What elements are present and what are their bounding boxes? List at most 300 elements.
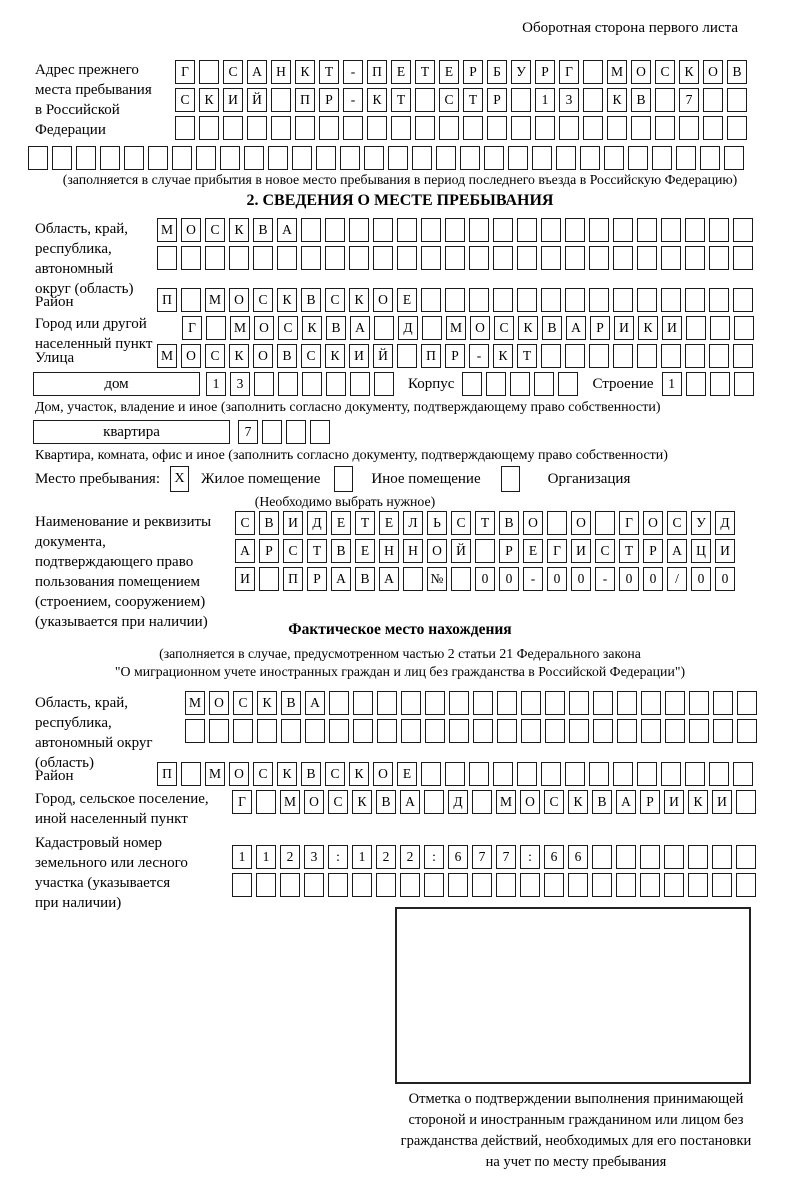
- char-cell[interactable]: [487, 116, 507, 140]
- char-cell[interactable]: В: [542, 316, 562, 340]
- char-cell[interactable]: [689, 719, 709, 743]
- char-cell[interactable]: 7: [496, 845, 516, 869]
- char-cell[interactable]: И: [712, 790, 732, 814]
- char-cell[interactable]: -: [343, 60, 363, 84]
- char-cell[interactable]: [534, 372, 554, 396]
- char-cell[interactable]: [52, 146, 72, 170]
- char-cell[interactable]: [493, 288, 513, 312]
- char-cell[interactable]: 3: [230, 372, 250, 396]
- char-cell[interactable]: В: [259, 511, 279, 535]
- char-cell[interactable]: [661, 246, 681, 270]
- char-cell[interactable]: В: [592, 790, 612, 814]
- char-cell[interactable]: [244, 146, 264, 170]
- char-cell[interactable]: [733, 762, 753, 786]
- char-cell[interactable]: [469, 218, 489, 242]
- char-cell[interactable]: [397, 218, 417, 242]
- char-cell[interactable]: [520, 873, 540, 897]
- char-cell[interactable]: К: [607, 88, 627, 112]
- char-cell[interactable]: [401, 719, 421, 743]
- char-cell[interactable]: [712, 873, 732, 897]
- char-cell[interactable]: [301, 246, 321, 270]
- char-cell[interactable]: М: [205, 762, 225, 786]
- char-cell[interactable]: [374, 372, 394, 396]
- char-cell[interactable]: [497, 719, 517, 743]
- char-cell[interactable]: -: [343, 88, 363, 112]
- char-cell[interactable]: [473, 691, 493, 715]
- char-cell[interactable]: 7: [472, 845, 492, 869]
- char-cell[interactable]: В: [631, 88, 651, 112]
- char-cell[interactable]: [316, 146, 336, 170]
- char-cell[interactable]: [569, 691, 589, 715]
- char-cell[interactable]: 0: [715, 567, 735, 591]
- char-cell[interactable]: [688, 845, 708, 869]
- char-cell[interactable]: [628, 146, 648, 170]
- char-cell[interactable]: [558, 372, 578, 396]
- char-cell[interactable]: [613, 246, 633, 270]
- char-cell[interactable]: [469, 246, 489, 270]
- char-cell[interactable]: [589, 288, 609, 312]
- char-cell[interactable]: [589, 762, 609, 786]
- char-cell[interactable]: [593, 691, 613, 715]
- char-cell[interactable]: О: [229, 288, 249, 312]
- char-cell[interactable]: [256, 790, 276, 814]
- char-cell[interactable]: [592, 845, 612, 869]
- char-cell[interactable]: В: [727, 60, 747, 84]
- checkbox-other-premises[interactable]: [334, 466, 353, 492]
- char-cell[interactable]: [565, 288, 585, 312]
- char-cell[interactable]: Д: [398, 316, 418, 340]
- char-cell[interactable]: К: [295, 60, 315, 84]
- char-cell[interactable]: [185, 719, 205, 743]
- char-cell[interactable]: Д: [448, 790, 468, 814]
- char-cell[interactable]: К: [199, 88, 219, 112]
- char-cell[interactable]: М: [496, 790, 516, 814]
- char-cell[interactable]: [565, 218, 585, 242]
- char-cell[interactable]: [271, 116, 291, 140]
- char-cell[interactable]: Е: [523, 539, 543, 563]
- char-cell[interactable]: [28, 146, 48, 170]
- char-cell[interactable]: Т: [415, 60, 435, 84]
- char-cell[interactable]: Р: [487, 88, 507, 112]
- char-cell[interactable]: [589, 218, 609, 242]
- char-cell[interactable]: Е: [397, 762, 417, 786]
- char-cell[interactable]: [486, 372, 506, 396]
- char-cell[interactable]: А: [667, 539, 687, 563]
- char-cell[interactable]: П: [157, 288, 177, 312]
- char-cell[interactable]: [259, 567, 279, 591]
- char-cell[interactable]: [617, 691, 637, 715]
- char-cell[interactable]: [439, 116, 459, 140]
- char-cell[interactable]: [421, 246, 441, 270]
- char-cell[interactable]: [727, 88, 747, 112]
- char-cell[interactable]: [472, 873, 492, 897]
- char-cell[interactable]: [580, 146, 600, 170]
- char-cell[interactable]: [703, 88, 723, 112]
- char-cell[interactable]: М: [157, 344, 177, 368]
- char-cell[interactable]: К: [277, 762, 297, 786]
- char-cell[interactable]: [589, 246, 609, 270]
- char-cell[interactable]: [421, 762, 441, 786]
- char-cell[interactable]: О: [253, 344, 273, 368]
- char-cell[interactable]: [592, 873, 612, 897]
- char-cell[interactable]: М: [157, 218, 177, 242]
- char-cell[interactable]: [424, 790, 444, 814]
- char-cell[interactable]: С: [223, 60, 243, 84]
- char-cell[interactable]: [373, 218, 393, 242]
- char-cell[interactable]: [688, 873, 708, 897]
- char-cell[interactable]: -: [595, 567, 615, 591]
- char-cell[interactable]: П: [157, 762, 177, 786]
- char-cell[interactable]: [448, 873, 468, 897]
- char-cell[interactable]: С: [667, 511, 687, 535]
- char-cell[interactable]: [425, 691, 445, 715]
- char-cell[interactable]: 0: [643, 567, 663, 591]
- char-cell[interactable]: [172, 146, 192, 170]
- char-cell[interactable]: [733, 344, 753, 368]
- char-cell[interactable]: В: [326, 316, 346, 340]
- char-cell[interactable]: [257, 719, 277, 743]
- char-cell[interactable]: Т: [463, 88, 483, 112]
- char-cell[interactable]: Р: [590, 316, 610, 340]
- char-cell[interactable]: О: [643, 511, 663, 535]
- char-cell[interactable]: [617, 719, 637, 743]
- char-cell[interactable]: [391, 116, 411, 140]
- char-cell[interactable]: 6: [544, 845, 564, 869]
- char-cell[interactable]: О: [631, 60, 651, 84]
- char-cell[interactable]: [268, 146, 288, 170]
- char-cell[interactable]: [613, 218, 633, 242]
- char-cell[interactable]: К: [277, 288, 297, 312]
- char-cell[interactable]: О: [181, 344, 201, 368]
- char-cell[interactable]: Р: [463, 60, 483, 84]
- char-cell[interactable]: [319, 116, 339, 140]
- char-cell[interactable]: [247, 116, 267, 140]
- char-cell[interactable]: К: [302, 316, 322, 340]
- char-cell[interactable]: [220, 146, 240, 170]
- char-cell[interactable]: [733, 218, 753, 242]
- char-cell[interactable]: С: [278, 316, 298, 340]
- char-cell[interactable]: Г: [559, 60, 579, 84]
- char-cell[interactable]: Л: [403, 511, 423, 535]
- char-cell[interactable]: 7: [679, 88, 699, 112]
- char-cell[interactable]: С: [544, 790, 564, 814]
- char-cell[interactable]: [353, 719, 373, 743]
- char-cell[interactable]: [421, 218, 441, 242]
- char-cell[interactable]: [613, 762, 633, 786]
- char-cell[interactable]: С: [235, 511, 255, 535]
- char-cell[interactable]: [403, 567, 423, 591]
- char-cell[interactable]: [301, 218, 321, 242]
- char-cell[interactable]: [100, 146, 120, 170]
- char-cell[interactable]: Е: [331, 511, 351, 535]
- char-cell[interactable]: О: [427, 539, 447, 563]
- char-cell[interactable]: [232, 873, 252, 897]
- char-cell[interactable]: А: [350, 316, 370, 340]
- char-cell[interactable]: Р: [499, 539, 519, 563]
- char-cell[interactable]: В: [277, 344, 297, 368]
- char-cell[interactable]: Й: [373, 344, 393, 368]
- char-cell[interactable]: К: [229, 218, 249, 242]
- char-cell[interactable]: 2: [376, 845, 396, 869]
- char-cell[interactable]: [377, 691, 397, 715]
- char-cell[interactable]: [463, 116, 483, 140]
- char-cell[interactable]: Е: [397, 288, 417, 312]
- char-cell[interactable]: О: [571, 511, 591, 535]
- char-cell[interactable]: [727, 116, 747, 140]
- char-cell[interactable]: [469, 288, 489, 312]
- char-cell[interactable]: [583, 88, 603, 112]
- char-cell[interactable]: С: [655, 60, 675, 84]
- char-cell[interactable]: О: [373, 288, 393, 312]
- char-cell[interactable]: [233, 719, 253, 743]
- char-cell[interactable]: [517, 762, 537, 786]
- char-cell[interactable]: [655, 88, 675, 112]
- char-cell[interactable]: [736, 845, 756, 869]
- char-cell[interactable]: [709, 218, 729, 242]
- char-cell[interactable]: Т: [517, 344, 537, 368]
- char-cell[interactable]: [205, 246, 225, 270]
- char-cell[interactable]: К: [229, 344, 249, 368]
- char-cell[interactable]: П: [421, 344, 441, 368]
- char-cell[interactable]: [559, 116, 579, 140]
- char-cell[interactable]: [229, 246, 249, 270]
- char-cell[interactable]: [397, 246, 417, 270]
- char-cell[interactable]: /: [667, 567, 687, 591]
- char-cell[interactable]: [497, 691, 517, 715]
- char-cell[interactable]: А: [277, 218, 297, 242]
- char-cell[interactable]: О: [229, 762, 249, 786]
- char-cell[interactable]: [565, 762, 585, 786]
- char-cell[interactable]: [521, 719, 541, 743]
- char-cell[interactable]: [686, 372, 706, 396]
- char-cell[interactable]: [462, 372, 482, 396]
- checkbox-organization[interactable]: [501, 466, 520, 492]
- char-cell[interactable]: С: [205, 218, 225, 242]
- char-cell[interactable]: 1: [232, 845, 252, 869]
- char-cell[interactable]: [641, 691, 661, 715]
- char-cell[interactable]: [685, 762, 705, 786]
- char-cell[interactable]: [340, 146, 360, 170]
- char-cell[interactable]: [652, 146, 672, 170]
- char-cell[interactable]: [511, 88, 531, 112]
- char-cell[interactable]: И: [349, 344, 369, 368]
- char-cell[interactable]: [709, 762, 729, 786]
- char-cell[interactable]: 7: [238, 420, 258, 444]
- char-cell[interactable]: [124, 146, 144, 170]
- char-cell[interactable]: [400, 873, 420, 897]
- char-cell[interactable]: О: [470, 316, 490, 340]
- char-cell[interactable]: [712, 845, 732, 869]
- char-cell[interactable]: [661, 218, 681, 242]
- char-cell[interactable]: [517, 218, 537, 242]
- char-cell[interactable]: М: [205, 288, 225, 312]
- char-cell[interactable]: О: [703, 60, 723, 84]
- char-cell[interactable]: [445, 246, 465, 270]
- char-cell[interactable]: [616, 845, 636, 869]
- char-cell[interactable]: [631, 116, 651, 140]
- char-cell[interactable]: [425, 719, 445, 743]
- char-cell[interactable]: С: [283, 539, 303, 563]
- char-cell[interactable]: [595, 511, 615, 535]
- char-cell[interactable]: [556, 146, 576, 170]
- char-cell[interactable]: 0: [547, 567, 567, 591]
- char-cell[interactable]: К: [257, 691, 277, 715]
- char-cell[interactable]: [388, 146, 408, 170]
- char-cell[interactable]: Е: [355, 539, 375, 563]
- char-cell[interactable]: К: [568, 790, 588, 814]
- char-cell[interactable]: [508, 146, 528, 170]
- char-cell[interactable]: [473, 719, 493, 743]
- char-cell[interactable]: [445, 288, 465, 312]
- char-cell[interactable]: [328, 873, 348, 897]
- char-cell[interactable]: С: [439, 88, 459, 112]
- char-cell[interactable]: [665, 719, 685, 743]
- char-cell[interactable]: [422, 316, 442, 340]
- char-cell[interactable]: А: [566, 316, 586, 340]
- char-cell[interactable]: С: [328, 790, 348, 814]
- char-cell[interactable]: Г: [619, 511, 639, 535]
- char-cell[interactable]: Е: [379, 511, 399, 535]
- char-cell[interactable]: К: [518, 316, 538, 340]
- char-cell[interactable]: [713, 719, 733, 743]
- char-cell[interactable]: [469, 762, 489, 786]
- char-cell[interactable]: Б: [487, 60, 507, 84]
- char-cell[interactable]: [736, 790, 756, 814]
- char-cell[interactable]: С: [494, 316, 514, 340]
- char-cell[interactable]: 6: [568, 845, 588, 869]
- char-cell[interactable]: О: [209, 691, 229, 715]
- char-cell[interactable]: [541, 288, 561, 312]
- char-cell[interactable]: [724, 146, 744, 170]
- char-cell[interactable]: [517, 288, 537, 312]
- char-cell[interactable]: [76, 146, 96, 170]
- char-cell[interactable]: К: [679, 60, 699, 84]
- char-cell[interactable]: 0: [691, 567, 711, 591]
- char-cell[interactable]: [223, 116, 243, 140]
- char-cell[interactable]: Р: [643, 539, 663, 563]
- char-cell[interactable]: [709, 288, 729, 312]
- char-cell[interactable]: [472, 790, 492, 814]
- char-cell[interactable]: 0: [499, 567, 519, 591]
- char-cell[interactable]: Р: [319, 88, 339, 112]
- char-cell[interactable]: Ь: [427, 511, 447, 535]
- char-cell[interactable]: 2: [400, 845, 420, 869]
- char-cell[interactable]: [401, 691, 421, 715]
- char-cell[interactable]: С: [253, 762, 273, 786]
- char-cell[interactable]: [710, 372, 730, 396]
- char-cell[interactable]: У: [511, 60, 531, 84]
- char-cell[interactable]: [679, 116, 699, 140]
- char-cell[interactable]: :: [424, 845, 444, 869]
- char-cell[interactable]: №: [427, 567, 447, 591]
- char-cell[interactable]: [545, 691, 565, 715]
- char-cell[interactable]: [541, 762, 561, 786]
- char-cell[interactable]: [593, 719, 613, 743]
- char-cell[interactable]: [421, 288, 441, 312]
- char-cell[interactable]: П: [367, 60, 387, 84]
- char-cell[interactable]: [734, 372, 754, 396]
- char-cell[interactable]: [541, 218, 561, 242]
- char-cell[interactable]: С: [595, 539, 615, 563]
- char-cell[interactable]: [637, 762, 657, 786]
- char-cell[interactable]: [449, 691, 469, 715]
- char-cell[interactable]: К: [349, 288, 369, 312]
- char-cell[interactable]: К: [493, 344, 513, 368]
- char-cell[interactable]: И: [715, 539, 735, 563]
- char-cell[interactable]: 2: [280, 845, 300, 869]
- char-cell[interactable]: [325, 218, 345, 242]
- char-cell[interactable]: В: [301, 288, 321, 312]
- char-cell[interactable]: П: [283, 567, 303, 591]
- char-cell[interactable]: [445, 218, 465, 242]
- char-cell[interactable]: Т: [307, 539, 327, 563]
- char-cell[interactable]: [734, 316, 754, 340]
- char-cell[interactable]: О: [523, 511, 543, 535]
- char-cell[interactable]: [710, 316, 730, 340]
- char-cell[interactable]: [637, 218, 657, 242]
- char-cell[interactable]: С: [233, 691, 253, 715]
- char-cell[interactable]: [709, 246, 729, 270]
- char-cell[interactable]: [496, 873, 516, 897]
- char-cell[interactable]: [589, 344, 609, 368]
- char-cell[interactable]: [685, 218, 705, 242]
- char-cell[interactable]: [376, 873, 396, 897]
- char-cell[interactable]: Н: [403, 539, 423, 563]
- char-cell[interactable]: [517, 246, 537, 270]
- char-cell[interactable]: [280, 873, 300, 897]
- char-cell[interactable]: 1: [662, 372, 682, 396]
- char-cell[interactable]: О: [181, 218, 201, 242]
- char-cell[interactable]: [364, 146, 384, 170]
- char-cell[interactable]: [686, 316, 706, 340]
- char-cell[interactable]: [709, 344, 729, 368]
- char-cell[interactable]: [415, 116, 435, 140]
- char-cell[interactable]: [604, 146, 624, 170]
- char-cell[interactable]: [637, 246, 657, 270]
- char-cell[interactable]: К: [349, 762, 369, 786]
- char-cell[interactable]: 3: [304, 845, 324, 869]
- char-cell[interactable]: А: [235, 539, 255, 563]
- char-cell[interactable]: [640, 873, 660, 897]
- char-cell[interactable]: О: [373, 762, 393, 786]
- char-cell[interactable]: Е: [439, 60, 459, 84]
- char-cell[interactable]: М: [607, 60, 627, 84]
- char-cell[interactable]: [206, 316, 226, 340]
- char-cell[interactable]: [616, 873, 636, 897]
- char-cell[interactable]: С: [451, 511, 471, 535]
- char-cell[interactable]: [181, 288, 201, 312]
- char-cell[interactable]: [713, 691, 733, 715]
- char-cell[interactable]: М: [230, 316, 250, 340]
- char-cell[interactable]: [521, 691, 541, 715]
- char-cell[interactable]: Н: [271, 60, 291, 84]
- char-cell[interactable]: [397, 344, 417, 368]
- char-cell[interactable]: [637, 344, 657, 368]
- char-cell[interactable]: [352, 873, 372, 897]
- char-cell[interactable]: [641, 719, 661, 743]
- char-cell[interactable]: [175, 116, 195, 140]
- char-cell[interactable]: [655, 116, 675, 140]
- char-cell[interactable]: [475, 539, 495, 563]
- char-cell[interactable]: 0: [619, 567, 639, 591]
- char-cell[interactable]: 1: [256, 845, 276, 869]
- char-cell[interactable]: [373, 246, 393, 270]
- char-cell[interactable]: [436, 146, 456, 170]
- char-cell[interactable]: -: [469, 344, 489, 368]
- char-cell[interactable]: :: [328, 845, 348, 869]
- char-cell[interactable]: [256, 873, 276, 897]
- char-cell[interactable]: А: [379, 567, 399, 591]
